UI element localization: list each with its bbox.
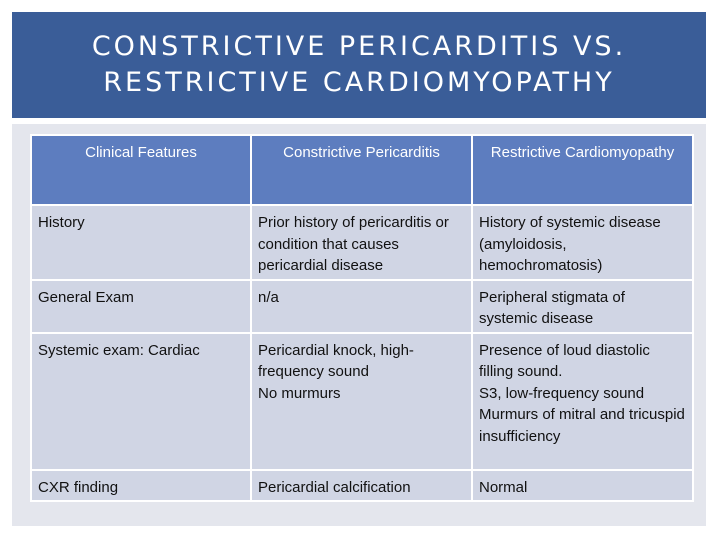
table-row xyxy=(31,470,693,502)
cell-text: S3, low-frequency sound xyxy=(479,384,645,402)
cell-text: History of systemic disease (amyloidosis, hemochromatosis) xyxy=(479,214,661,274)
table-header-row xyxy=(31,135,693,205)
constrictive-cell xyxy=(251,333,472,470)
cell-text: Normal xyxy=(479,478,528,496)
cell-text: Pericardial calcification xyxy=(258,478,411,496)
constrictive-cell xyxy=(251,470,472,502)
table-row xyxy=(31,280,693,333)
header-restrictive-cardiomyopathy: Restrictive Cardiomyopathy xyxy=(472,135,693,205)
comparison-table xyxy=(30,134,694,502)
slide-title-line-2: RESTRICTIVE CARDIOMYOPATHY xyxy=(103,67,615,98)
cell-text: No murmurs xyxy=(258,384,341,402)
restrictive-cell xyxy=(472,205,693,280)
header-constrictive-pericarditis: Constrictive Pericarditis xyxy=(251,135,472,205)
feature-cell: History xyxy=(31,205,251,280)
slide-title-line-1: CONSTRICTIVE PERICARDITIS VS. xyxy=(91,31,627,62)
feature-cell: CXR finding xyxy=(31,470,251,502)
cell-text: Murmurs of mitral and tricuspid insufficiency xyxy=(479,406,685,445)
restrictive-cell xyxy=(472,333,693,470)
restrictive-cell xyxy=(472,280,693,333)
cell-text: Peripheral stigmata of systemic disease xyxy=(479,288,625,327)
title-banner xyxy=(12,12,706,118)
table-row xyxy=(31,333,693,470)
cell-text: n/a xyxy=(258,288,279,306)
cell-text: Presence of loud diastolic filling sound. xyxy=(479,341,650,380)
feature-cell: Systemic exam: Cardiac xyxy=(31,333,251,470)
table-row xyxy=(31,205,693,280)
constrictive-cell xyxy=(251,280,472,333)
cell-text: Pericardial knock, high-frequency sound xyxy=(258,341,414,380)
constrictive-cell xyxy=(251,205,472,280)
header-clinical-features: Clinical Features xyxy=(31,135,251,205)
feature-cell: General Exam xyxy=(31,280,251,333)
restrictive-cell xyxy=(472,470,693,502)
cell-text: Prior history of pericarditis or condition that causes pericardial disease xyxy=(258,214,449,274)
